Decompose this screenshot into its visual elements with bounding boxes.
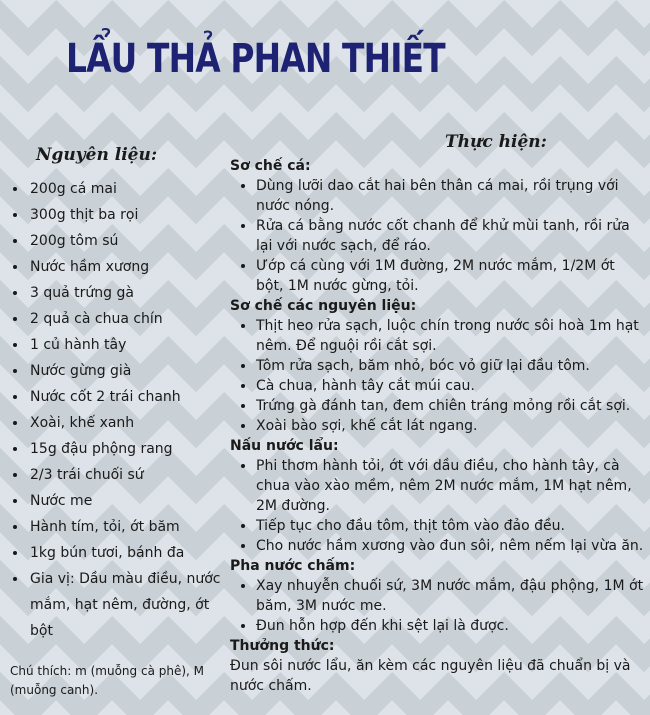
ingredients-heading: Nguyên liệu: [36,145,158,165]
step-item: • Cà chua, hành tây cắt múi cau. [256,376,645,396]
ingredient-item: • Nước cốt 2 trái chanh [28,384,228,410]
step-item: • Dùng lưỡi dao cắt hai bên thân cá mai, rồi trụng với nước nóng. [256,176,645,216]
step-item: • Phi thơm hành tỏi, ớt với dầu điều, cho hành tây, cà chua vào xào mềm, nêm 2M nước mắm, 1M hạt nêm, 2M đường. [256,456,645,516]
ingredient-item: • 200g tôm sú [28,228,228,254]
ingredients-list [10,176,228,644]
ingredient-item: • 200g cá mai [28,176,228,202]
ingredient-item: • 3 quả trứng gà [28,280,228,306]
step-item: • Thịt heo rửa sạch, luộc chín trong nước sôi hoà 1m hạt nêm. Để nguội rồi cắt sợi. [256,316,645,356]
step-list [230,176,645,296]
step-item: • Xay nhuyễn chuối sứ, 3M nước mắm, đậu phộng, 1M ớt băm, 3M nước me. [256,576,645,616]
ingredient-item: • 300g thịt ba rọi [28,202,228,228]
step-list [230,456,645,556]
step-item: • Ướp cá cùng với 1M đường, 2M nước mắm, 1/2M ớt bột, 1M nước gừng, tỏi. [256,256,645,296]
ingredient-item: • 15g đậu phộng rang [28,436,228,462]
ingredient-item: • 2 quả cà chua chín [28,306,228,332]
ingredient-item: • 2/3 trái chuối sứ [28,462,228,488]
step-list [230,576,645,636]
serving-text: Đun sôi nước lẩu, ăn kèm các nguyên liệu đã chuẩn bị và nước chấm. [230,658,631,694]
step-item: • Đun hỗn hợp đến khi sệt lại là được. [256,616,645,636]
units-note: Chú thích: m (muỗng cà phê), M (muỗng canh). [10,664,205,697]
ingredient-item: • Nước gừng già [28,358,228,384]
step-item: • Cho nước hầm xương vào đun sôi, nêm nếm lại vừa ăn. [256,536,645,556]
section-title: Pha nước chấm: [230,558,356,574]
step-item: • Xoài bào sợi, khế cắt lát ngang. [256,416,645,436]
step-item: • Tôm rửa sạch, băm nhỏ, bóc vỏ giữ lại đầu tôm. [256,356,645,376]
ingredient-item: • Hành tím, tỏi, ớt băm [28,514,228,540]
ingredient-item: • Nước hầm xương [28,254,228,280]
ingredient-item: • Nước me [28,488,228,514]
step-list [230,316,645,436]
method-steps [230,156,645,696]
section-title: Sơ chế cá: [230,158,311,174]
recipe-title: LẨU THẢ PHAN THIẾT [66,36,445,82]
ingredient-item: • 1kg bún tươi, bánh đa [28,540,228,566]
step-item: • Rửa cá bằng nước cốt chanh để khử mùi tanh, rồi rửa lại với nước sạch, để ráo. [256,216,645,256]
section-title: Thưởng thức: [230,638,335,654]
step-item: • Trứng gà đánh tan, đem chiên tráng mỏng rồi cắt sợi. [256,396,645,416]
section-title: Nấu nước lẩu: [230,438,339,454]
step-item: • Tiếp tục cho đầu tôm, thịt tôm vào đảo đều. [256,516,645,536]
section-title: Sơ chế các nguyên liệu: [230,298,417,314]
ingredient-item: • 1 củ hành tây [28,332,228,358]
method-heading: Thực hiện: [445,132,547,152]
ingredient-item: • Xoài, khế xanh [28,410,228,436]
ingredient-item: • Gia vị: Dầu màu điều, nước mắm, hạt nêm, đường, ớt bột [28,566,228,644]
